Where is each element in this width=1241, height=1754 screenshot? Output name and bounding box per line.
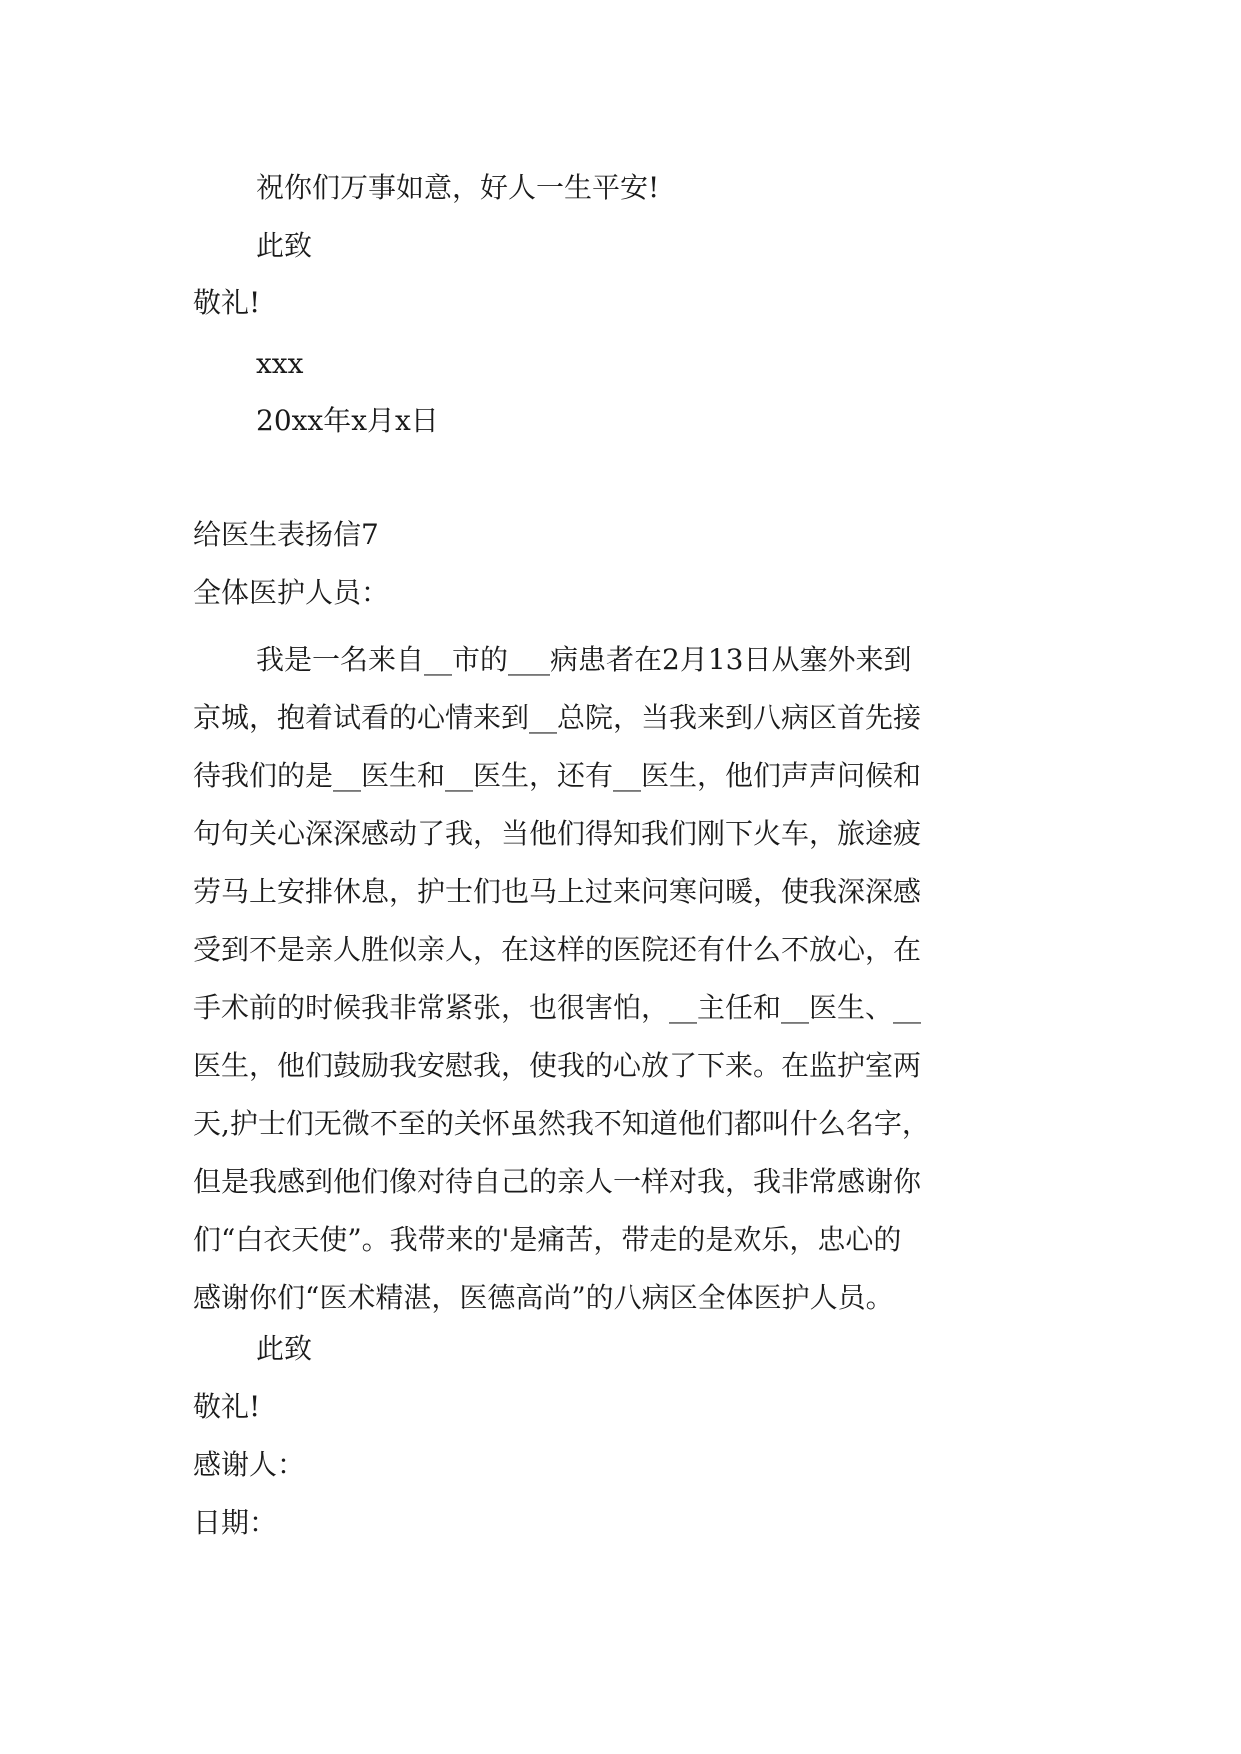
body-line: 劳马上安排休息，护士们也马上过来问寒问暖，使我深深感 <box>193 875 922 908</box>
body-line: 我是一名来自__市的___病患者在2月13日从塞外来到 <box>256 643 912 676</box>
body-line: 感谢你们“医术精湛，医德高尚”的八病区全体医护人员。 <box>193 1281 894 1314</box>
salutation: 全体医护人员： <box>193 576 390 609</box>
body-line: 但是我感到他们像对待自己的亲人一样对我，我非常感谢你 <box>193 1165 922 1198</box>
closing-line-1-letter7: 此致 <box>256 1332 313 1365</box>
body-line: 受到不是亲人胜似亲人，在这样的医院还有什么不放心，在 <box>193 933 922 966</box>
thanker-label: 感谢人： <box>193 1448 306 1481</box>
body-line: 们“白衣天使”。我带来的'是痛苦，带走的是欢乐，忠心的 <box>193 1223 902 1256</box>
letter-date: 20xx年x月x日 <box>256 404 439 437</box>
body-line: 待我们的是__医生和__医生，还有__医生，他们声声问候和 <box>193 759 922 792</box>
wish-line: 祝你们万事如意，好人一生平安! <box>256 171 660 204</box>
letter-body <box>193 631 1053 1327</box>
closing-line-1: 此致 <box>256 229 313 262</box>
signer-name: xxx <box>256 347 304 380</box>
date-label: 日期： <box>193 1506 278 1539</box>
closing-line-2-letter7: 敬礼! <box>193 1390 261 1423</box>
letter-title: 给医生表扬信7 <box>193 518 379 551</box>
body-line: 手术前的时候我非常紧张，也很害怕，__主任和__医生、__ <box>193 991 922 1024</box>
body-line: 天,护士们无微不至的关怀虽然我不知道他们都叫什么名字， <box>193 1107 930 1140</box>
body-line: 句句关心深深感动了我，当他们得知我们刚下火车，旅途疲 <box>193 817 922 850</box>
body-line: 京城，抱着试看的心情来到__总院，当我来到八病区首先接 <box>193 701 922 734</box>
closing-line-2: 敬礼! <box>193 286 261 319</box>
body-line: 医生，他们鼓励我安慰我，使我的心放了下来。在监护室两 <box>193 1049 922 1082</box>
